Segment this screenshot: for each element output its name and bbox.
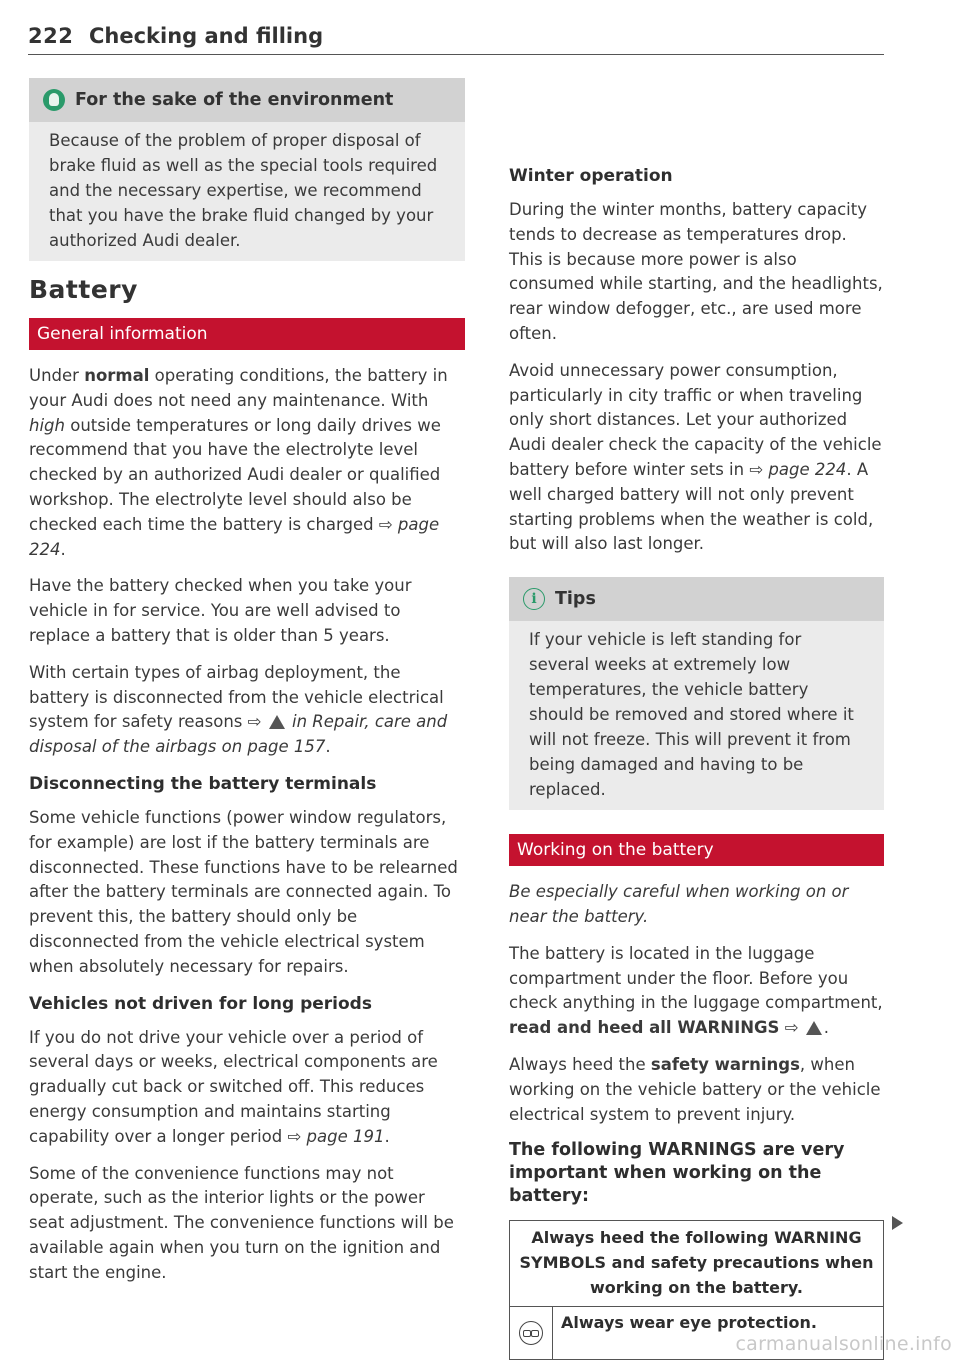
watermark: carmanualsonline.info — [735, 1333, 952, 1355]
tips-note-body — [509, 621, 884, 810]
vehicles-not-driven-text — [29, 1026, 465, 1150]
text: The battery is located in the luggage compartment under the floor. Before you check anything in the luggage compartment, — [509, 943, 883, 1013]
left-column — [29, 78, 465, 1286]
text: Avoid unnecessary power consumption, particularly in city traffic or when traveling only short distances. Let your authorized Audi dealer check the capacity of the vehicle battery before winter sets in — [509, 360, 882, 479]
text: Always heed the — [509, 1054, 651, 1074]
working-paragraph-2 — [509, 1053, 884, 1127]
eco-leaf-icon — [43, 89, 65, 111]
winter-paragraph-1: During the winter months, battery capacity tends to decrease as temperatures drop. This is because more power is also consumed while starting, and the headlights, rear window defogger, etc., are used more often. — [509, 200, 883, 343]
vehicles-not-driven-heading: Vehicles not driven for long periods — [29, 993, 372, 1014]
text: With certain types of airbag deployment, the battery is disconnected from the vehicle electrical system for safety reasons — [29, 662, 444, 732]
disconnecting-text: Some vehicle functions (power window regulators, for example) are lost if the battery terminals are disconnected. These functions have to be relearned after the battery terminals are connected again. To prevent this, the battery should only be disconnected from the vehicle electrical system when absolutely necessary for repairs. — [29, 807, 458, 976]
disconnecting-heading: Disconnecting the battery terminals — [29, 773, 377, 794]
text: . — [823, 1018, 830, 1038]
text: If you do not drive your vehicle over a period of several days or weeks, electrical components are gradually cut back or switched off. This reduces energy consumption and maintains starting capability over a longer period — [29, 1027, 438, 1146]
warning-triangle-icon — [806, 1021, 822, 1035]
emphasis-safety-warnings: safety warnings — [650, 1054, 800, 1074]
tips-note-text: If your vehicle is left standing for several weeks at extremely low temperatures, the vehicle battery should be removed and stored where it will not freeze. This will prevent it from being damaged and having to be replaced. — [529, 630, 854, 800]
page-header — [28, 18, 884, 55]
convenience-text: Some of the convenience functions may not operate, such as the interior lights or the power seat adjustment. The convenience functions will be available again when you turn on the ignition and start the engine. — [29, 1163, 454, 1282]
winter-heading: Winter operation — [509, 166, 673, 186]
environment-note-body — [29, 122, 465, 261]
text: outside temperatures or long daily drives we recommend that you have the electrolyte level checked by an authorized Audi dealer or qualified workshop. The electrolyte level should also be checked each time the battery is charged — [29, 415, 441, 534]
arrow-glyph: ⇨ — [247, 712, 262, 732]
winter-paragraph-2 — [509, 359, 884, 557]
page-ref-link[interactable]: ⇨ page 224 — [749, 459, 847, 479]
eye-protection-icon — [519, 1321, 543, 1345]
page-ref-link[interactable]: ⇨ page 224 — [29, 514, 440, 559]
page-number: 222 — [28, 24, 74, 48]
battery-paragraph-1 — [29, 364, 465, 562]
warning-triangle-icon — [269, 715, 285, 729]
emphasis-warnings: read and heed all WARNINGS — [509, 1018, 780, 1038]
environment-note-text: Because of the problem of proper disposal of brake fluid as well as the special tools required and the necessary expertise, we recommend that you have the brake fluid changed by your authorized Audi dealer. — [49, 131, 438, 250]
tips-note-title: Tips — [555, 589, 596, 610]
page-ref-link[interactable]: ⇨ page 191 — [287, 1126, 385, 1146]
arrow-glyph: ⇨ — [779, 1018, 804, 1038]
text: . — [384, 1126, 390, 1146]
battery-paragraph-3 — [29, 661, 465, 760]
environment-note-header — [29, 78, 465, 122]
environment-note-title: For the sake of the environment — [75, 90, 394, 110]
right-column — [509, 78, 884, 1360]
text: . — [325, 737, 331, 757]
working-paragraph-1 — [509, 942, 884, 1041]
working-intro: Be especially careful when working on or near the battery. — [509, 882, 849, 926]
text: . A well charged battery will not only prevent starting problems when the weather is cold, but will also last longer. — [509, 459, 874, 554]
text: Under — [29, 366, 85, 385]
continue-arrow-icon[interactable] — [892, 1216, 903, 1230]
emphasis-normal: normal — [84, 366, 150, 385]
general-information-bar: General information — [29, 318, 465, 350]
warnings-heading: The following WARNINGS are very important when working on the battery: — [509, 1140, 845, 1207]
airbag-ref-link[interactable]: in Repair, care and disposal of the airbags on page 157 — [29, 712, 448, 757]
battery-paragraph-2: Have the battery checked when you take your vehicle in for service. You are well advised to replace a battery that is older than 5 years. — [29, 576, 412, 645]
section-title: Checking and filling — [89, 24, 324, 48]
tips-note-header — [509, 577, 884, 621]
eye-protection-text: Always wear eye protection. — [561, 1313, 817, 1333]
text: operating conditions, the battery in your Audi does not need any maintenance. With — [29, 366, 448, 410]
info-icon: i — [523, 588, 545, 610]
tips-note — [509, 577, 884, 810]
working-on-battery-bar: Working on the battery — [509, 834, 884, 866]
battery-heading: Battery — [29, 275, 138, 304]
eye-protection-cell — [510, 1307, 553, 1359]
text: , when working on the vehicle battery or the vehicle electrical system to prevent injury. — [509, 1054, 881, 1124]
warning-table-header: Always heed the following WARNING SYMBOLS and safety precautions when working on the battery. — [510, 1221, 883, 1307]
environment-note — [29, 78, 465, 261]
emphasis-high: high — [29, 415, 65, 435]
text: . — [60, 539, 66, 559]
